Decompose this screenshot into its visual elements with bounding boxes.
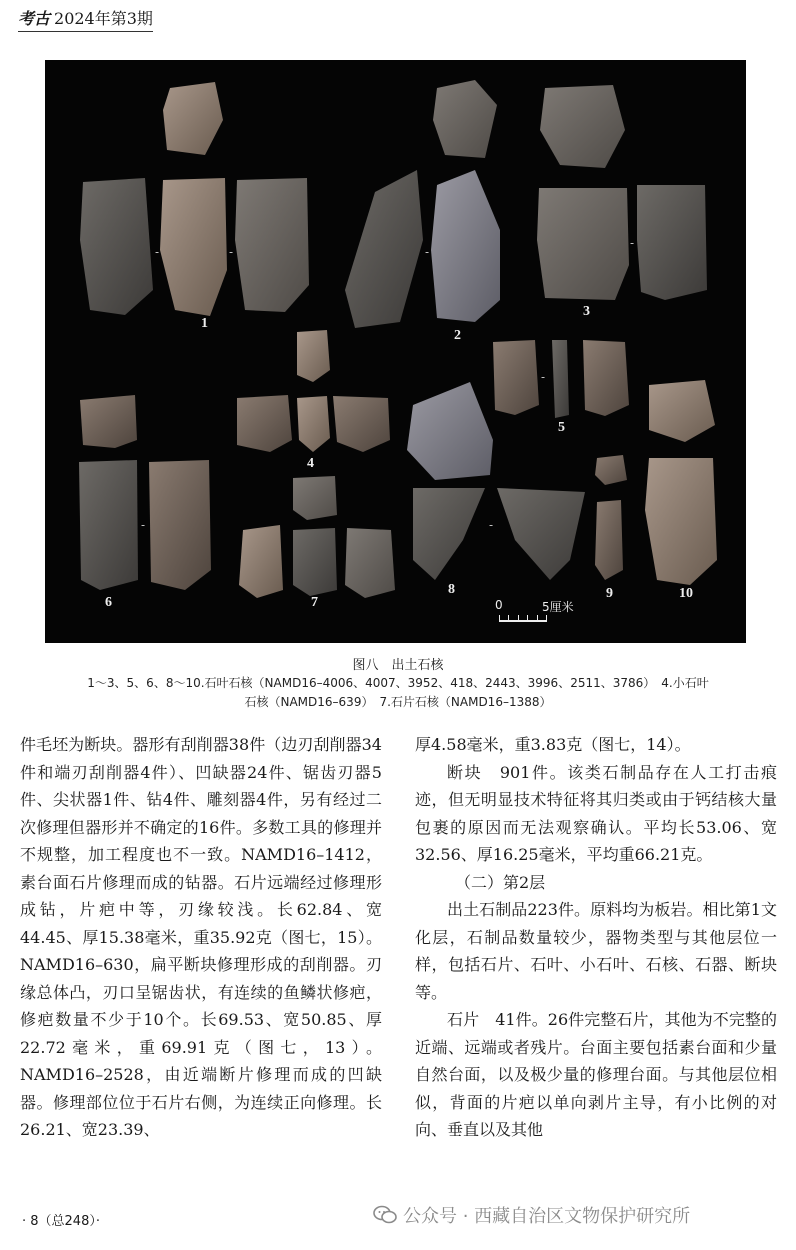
figure-title: 图八 出土石核 — [352, 658, 444, 673]
specimen-label-7: 7 — [311, 595, 318, 610]
stone-7-right — [345, 528, 395, 598]
page-number: · 8（总248）· — [22, 1214, 100, 1229]
specimen-label-5: 5 — [558, 420, 565, 435]
watermark — [373, 1202, 690, 1228]
stone-6-top — [80, 395, 137, 448]
stone-7-left — [239, 525, 283, 598]
stone-1-right — [235, 178, 309, 312]
view-dash: - — [541, 370, 546, 384]
stone-6-right — [149, 460, 211, 590]
body-paragraph: 件毛坯为断块。器形有刮削器38件（边刃刮削器34件和端刃刮削器4件）、凹缺器24件、锯齿刃器5件、尖状器1件、钻4件、雕刻器4件，另有经过二次修理但器形并不确定的16件。多数工具的修理并不规整，加工程度也不一致。NAMD16–1412，素台面石片修理而成的钻器。石片远端经过修理形成钻，片疤中等，刃缘较浅。长62.84、宽44.45、厚15.38毫米，重35.92克（图七，15）。NAMD16–630，扁平断块修理形成的刮削器。刃缘总体凸，刃口呈锯齿状，有连续的鱼鳞状修疤，修疤数量不少于10个。长69.53、宽50.85、厚22.72毫米，重69.91克（图七，13）。NAMD16–2528，由近端断片修理而成的凹缺器。修理部位位于石片右侧，为连续正向修理。长26.21、宽23.39、 — [20, 735, 382, 1139]
stone-3-right — [637, 185, 707, 300]
stone-1-left — [80, 178, 153, 315]
view-dash: - — [229, 245, 234, 259]
scale-zero-label: 0 — [495, 598, 503, 612]
stone-artifacts-photo — [45, 60, 746, 643]
stone-8-top — [407, 382, 493, 480]
stone-5-mid — [552, 340, 569, 418]
stone-5-right — [583, 340, 629, 416]
wechat-icon — [373, 1205, 397, 1225]
stone-10-bottom — [645, 458, 717, 585]
section-heading: （二）第2层 — [455, 872, 546, 892]
stone-10-top — [649, 380, 715, 442]
stone-4-left — [237, 395, 292, 452]
view-dash: - — [489, 518, 494, 532]
stone-2-left — [345, 170, 423, 328]
specimen-label-4: 4 — [307, 456, 314, 471]
figure-plate — [45, 60, 746, 643]
body-paragraph: 石片 41件。26件完整石片，其他为不完整的近端、远端或者残片。台面主要包括素台面和少量自然台面，以及极少量的修理台面。与其他层位相似，背面的片疤以单向剥片主导，有小比例的对向、垂直以及其他 — [415, 1010, 777, 1139]
stone-8-right — [497, 488, 585, 580]
journal-logo: 考古 — [18, 9, 51, 28]
stone-7-mid — [293, 528, 337, 596]
figure-caption-line-1: 1～3、5、6、8～10.石叶石核（NAMD16–4006、4007、3952、418、2443、3996、2511、3786） 4.小石叶 — [87, 676, 709, 690]
body-paragraph: 断块 901件。该类石制品存在人工打击痕迹，但无明显技术特征将其归类或由于钙结核大量包裹的原因而无法观察确认。平均长53.06、宽32.56、厚16.25毫米，平均重66.21克。 — [415, 762, 777, 864]
stone-2-right — [431, 170, 500, 322]
scale-end-label: 5厘米 — [542, 600, 574, 614]
issue-label: 2024年第3期 — [54, 9, 153, 28]
stone-3-top — [540, 85, 625, 168]
stone-7-top — [293, 476, 337, 520]
view-dash: - — [155, 245, 160, 259]
stone-9-top — [595, 455, 627, 485]
stone-6-left — [79, 460, 138, 590]
stone-1-top — [163, 82, 223, 155]
stone-2-top — [433, 80, 497, 158]
stone-9-bottom — [595, 500, 623, 580]
stone-1-mid — [160, 178, 227, 316]
stone-5-left — [493, 340, 539, 415]
body-paragraph: 出土石制品223件。原料均为板岩。相比第1文化层，石制品数量较少，器物类型与其他层位一样，包括石片、石叶、小石叶、石核、石器、断块等。 — [415, 900, 777, 1002]
specimen-label-2: 2 — [454, 328, 461, 343]
scale-bar — [499, 616, 547, 622]
running-header — [18, 6, 153, 32]
specimen-label-1: 1 — [201, 316, 208, 331]
specimen-label-10: 10 — [679, 586, 693, 601]
left-column — [20, 731, 382, 1144]
specimen-label-6: 6 — [105, 595, 112, 610]
view-dash: - — [141, 518, 146, 532]
right-column — [415, 731, 777, 1144]
specimen-label-3: 3 — [583, 304, 590, 319]
specimen-label-8: 8 — [448, 582, 455, 597]
view-dash: - — [425, 245, 430, 259]
view-dash: - — [630, 236, 635, 250]
figure-caption-line-2: 石核（NAMD16–639） 7.石片石核（NAMD16–1388） — [244, 695, 552, 709]
specimen-label-9: 9 — [606, 586, 613, 601]
stone-3-left — [537, 188, 629, 300]
stone-4-mid — [297, 396, 330, 452]
stone-8-left — [413, 488, 485, 580]
watermark-text: 公众号 · 西藏自治区文物保护研究所 — [403, 1206, 691, 1227]
stone-4-right — [333, 396, 390, 452]
body-paragraph: 厚4.58毫米，重3.83克（图七，14）。 — [415, 735, 691, 754]
stone-4-top — [297, 330, 330, 382]
